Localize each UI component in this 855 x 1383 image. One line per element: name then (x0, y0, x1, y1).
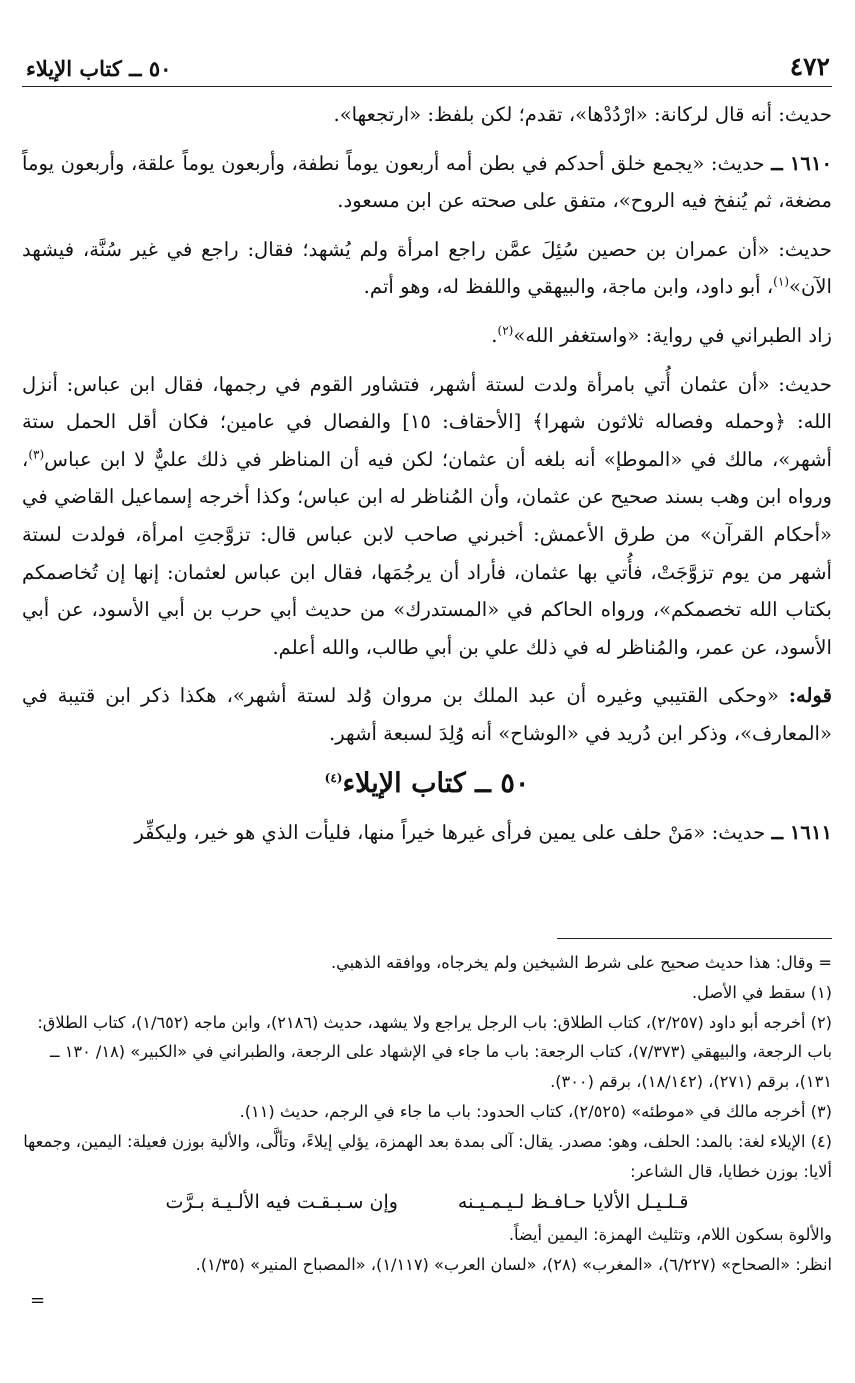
footnote: (١) سقط في الأصل. (691, 982, 832, 1002)
footnote: والألوة بسكون اللام، وتثليث الهمزة: اليمين أيضاً. (508, 1225, 832, 1245)
page-header (22, 50, 832, 87)
footnote-ref[interactable]: (٣) (28, 447, 45, 462)
hadith-number: ١٦١٠ ــ (771, 151, 833, 175)
footnote-ref[interactable]: (٤) (324, 770, 343, 785)
footnote-divider (557, 938, 832, 939)
paragraph: قوله: «وحكى القتيبي وغيره أن عبد الملك بن مروان وُلد لستة أشهر»، هكذا ذكر ابن قتيبة في «المعارف»، وذكر ابن دُريد في «الوشاح» أنه وُلِدَ لسبعة أشهر. (22, 684, 832, 745)
footnote: (٢) أخرجه أبو داود (٢/٢٥٧)، كتاب الطلاق: باب الرجل يراجع ولا يشهد، حديث (٢١٨٦)، وابن ماجه (١/٦٥٢)، كتاب الطلاق: باب الرجعة، والبيهقي (٧/٣٧٣)، كتاب الرجعة: باب ما جاء في الإشهاد على الرجعة، والطبراني في «الكبير» (١٨/ ١٣٠ ــ ١٣١)، برقم (٢٧١)، (١٨/١٤٢)، برقم (٣٠٠). (37, 1012, 832, 1092)
footnote: انظر: «الصحاح» (٦/٢٢٧)، «المغرب» (٢٨)، «لسان العرب» (١/١١٧)، «المصباح المنير» (١/٣٥). (195, 1254, 832, 1274)
paragraph: زاد الطبراني في رواية: «واستغفر الله»$^{(٢)}$. (491, 323, 832, 347)
poem-verse (22, 1188, 832, 1218)
paragraph: ١٦١١ ــ حديث: «مَنْ حلف على يمين فرأى غيرها خيراً منها، فليأت الذي هو خير، وليكفِّر (134, 820, 832, 844)
paragraph: حديث: «أن عمران بن حصين سُئِلَ عمَّن راجع امرأة ولم يُشهد؛ فقال: راجع في غير سُنَّة، فيشهد الآن»$^{(١)}$، أبو داود، وابن ماجة، والبيهقي واللفظ له، وهو أتم. (22, 237, 832, 299)
footnotes (22, 948, 832, 1280)
running-title: ٥٠ ــ كتاب الإيلاء (26, 56, 172, 81)
footnote: (٤) الإيلاء لغة: بالمد: الحلف، وهو: مصدر. يقال: آلى بمدة بعد الهمزة، يؤلي إيلاءً، وتألَّى، والألية بوزن فعيلة: اليمين، وجمعها ألايا: بوزن خطايا، قال الشاعر: (23, 1131, 832, 1181)
paragraph: حديث: أنه قال لركانة: «ارْدُدْها»، تقدم؛ لكن بلفظ: «ارتجعها». (333, 103, 832, 126)
paragraph: حديث: «أن عثمان أُتي بامرأة ولدت لستة أشهر، فتشاور القوم في رجمها، فقال ابن عباس: أنزل الله: ﴿وحمله وفصاله ثلاثون شهرا﴾ [الأحقاف: ١٥] والفصال في عامين؛ فكان أقل الحمل ستة أشهر»، مالك في «الموطإ» أنه بلغه أن عثمان؛ لكن فيه أن المناظر في ذلك عليٌّ لا ابن عباس$^{(٣)}$، ورواه ابن وهب بسند صحيح عن عثمان، وأن المُناظر له ابن عباس؛ وكذا أخرجه إسماعيل القاضي في «أحكام القرآن» من طرق الأعمش: أخبرني صاحب لابن عباس قال: تزوَّجتِ امرأة، فولدت لستة أشهر من يوم تزوَّجَتْ، فأُتي بها عثمان، فأراد أن يرجُمَها، فقال ابن عباس لعثمان: إنها إن تُخاصمكم بكتاب الله تخصمكم»، ورواه الحاكم في «المستدرك» من حديث أبي حرب بن أبي الأسود، عن أبي الأسود، عن عمر، والمُناظر له في ذلك علي بن أبي طالب، والله أعلم. (22, 372, 832, 659)
page-number: ٤٧٢ (789, 52, 830, 81)
paragraph: ١٦١٠ ــ حديث: «يجمع خلق أحدكم في بطن أمه أربعون يوماً نطفة، وأربعون يوماً علقة، وأربعون يوماً مضغة، ثم يُنفخ فيه الروح»، متفق على صحته عن ابن مسعود. (22, 151, 833, 213)
hadith-number: ١٦١١ ــ (771, 820, 832, 844)
footnote-ref[interactable]: (١) (773, 274, 789, 289)
verse-hemistich: قـلـيـل الألايا حـافـظ لـيـمـيـنه (457, 1191, 689, 1214)
verse-hemistich: وإن سـبـقـت فيه الألـيـة بـرَّت (165, 1191, 398, 1214)
footnote: (٣) أخرجه مالك في «موطئه» (٢/٥٢٥)، كتاب الحدود: باب ما جاء في الرجم، حديث (١١). (239, 1101, 832, 1121)
main-text (22, 96, 832, 862)
continuation-mark: = (30, 1290, 46, 1311)
footnote: = وقال: هذا حديث صحيح على شرط الشيخين ولم يخرجاه، ووافقه الذهبي. (331, 953, 832, 972)
chapter-title: ٥٠ ــ كتاب الإيلاء$^{(٤)}$ (324, 767, 530, 799)
quote-label: قوله: (788, 684, 832, 708)
footnote-ref[interactable]: (٢) (497, 323, 514, 338)
